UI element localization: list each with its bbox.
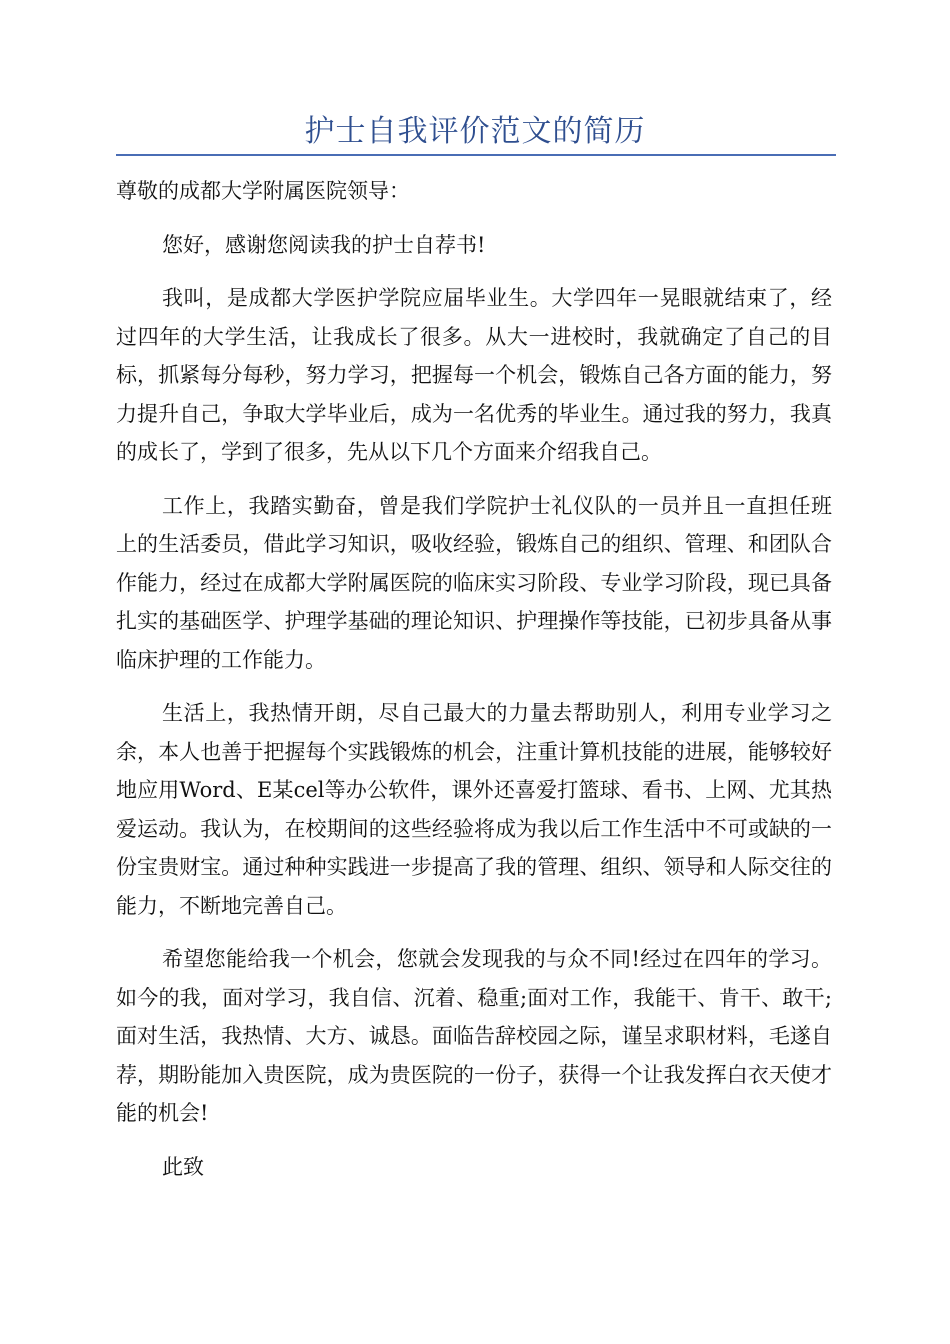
paragraph-work: 工作上，我踏实勤奋，曾是我们学院护士礼仪队的一员并且一直担任班上的生活委员，借此学习知识，吸收经验，锻炼自己的组织、管理、和团队合作能力，经过在成都大学附属医院的临床实习阶段、专业学习阶段，现已具备扎实的基础医学、护理学基础的理论知识、护理操作等技能，已初步具备从事临床护理的工作能力。: [116, 493, 832, 672]
title-underline: [116, 154, 836, 156]
paragraph-greeting: 您好，感谢您阅读我的护士自荐书!: [162, 232, 486, 257]
paragraph-life: 生活上，我热情开朗，尽自己最大的力量去帮助别人，利用专业学习之余，本人也善于把握每个实践锻炼的机会，注重计算机技能的进展，能够较好地应用Word、E某cel等办公软件，课外还喜爱打篮球、看书、上网、尤其热爱运动。我认为，在校期间的这些经验将成为我以后工作生活中不可或缺的一份宝贵财宝。通过种种实践进一步提高了我的管理、组织、领导和人际交往的能力，不断地完善自己。: [116, 701, 832, 918]
salutation: 尊敬的成都大学附属医院领导：: [116, 179, 410, 203]
paragraph-introduction: 我叫，是成都大学医护学院应届毕业生。大学四年一晃眼就结束了，经过四年的大学生活，让我成长了很多。从大一进校时，我就确定了自己的目标，抓紧每分每秒，努力学习，把握每一个机会，锻炼自己各方面的能力，努力提升自己，争取大学毕业后，成为一名优秀的毕业生。通过我的努力，我真的成长了，学到了很多，先从以下几个方面来介绍我自己。: [116, 286, 832, 464]
document-body: [116, 172, 832, 1201]
paragraph-sign-off: 此致: [162, 1154, 204, 1179]
paragraph-closing-request: 希望您能给我一个机会，您就会发现我的与众不同!经过在四年的学习。如今的我，面对学习，我自信、沉着、稳重;面对工作，我能干、肯干、敢干;面对生活，我热情、大方、诚恳。面临告辞校园之际，谨呈求职材料，毛遂自荐，期盼能加入贵医院，成为贵医院的一份子，获得一个让我发挥白衣天使才能的机会!: [116, 947, 832, 1125]
document-title: 护士自我评价范文的简历: [304, 114, 646, 149]
